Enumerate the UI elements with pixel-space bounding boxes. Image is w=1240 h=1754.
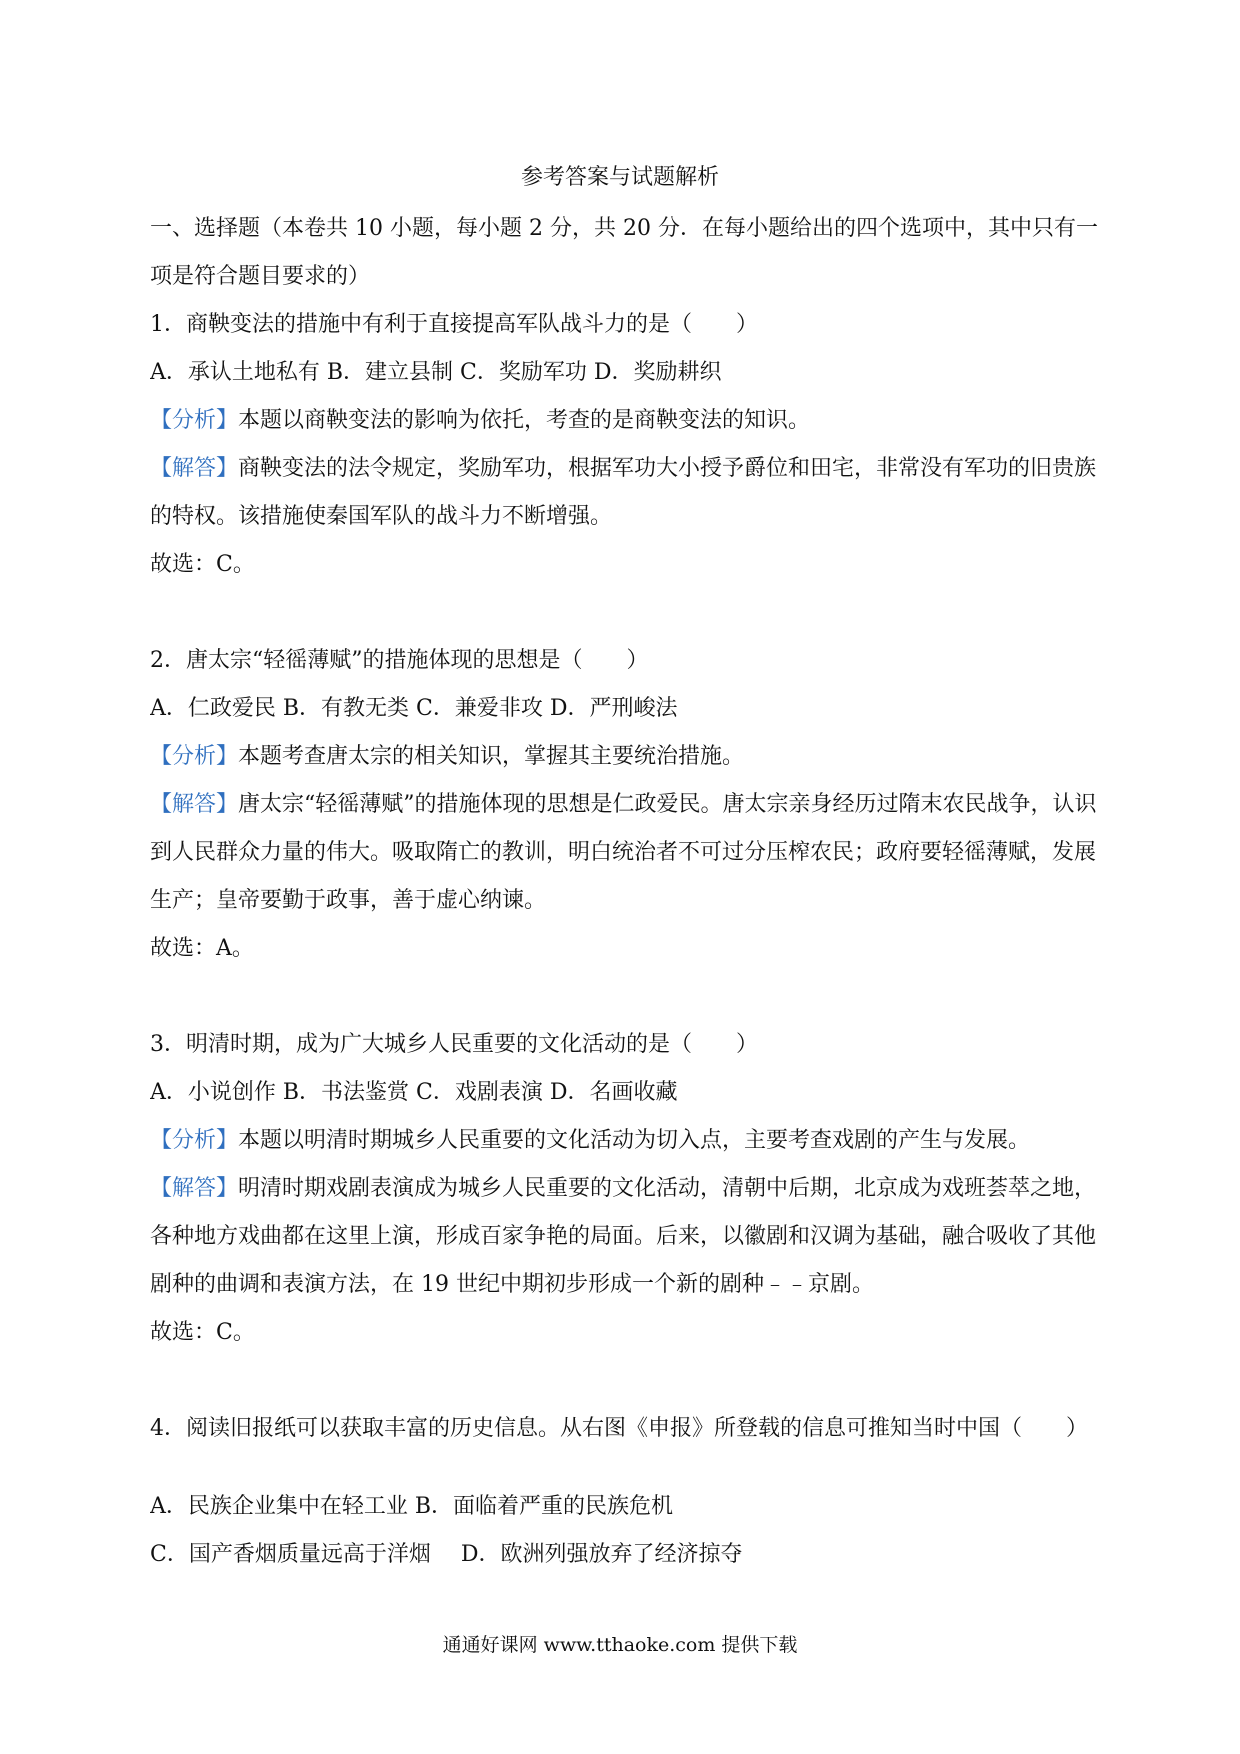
analysis-row: [150, 397, 1100, 445]
answer-choice: 故选：A。: [150, 936, 254, 961]
answer-row: [150, 781, 1100, 925]
question-4: [150, 1405, 1100, 1579]
page-title: 参考答案与试题解析: [520, 165, 719, 190]
question-2: [150, 637, 1100, 973]
question-stem: 3．明清时期，成为广大城乡人民重要的文化活动的是（ ）: [150, 1032, 758, 1057]
question-options: A．小说创作 B．书法鉴赏 C．戏剧表演 D．名画收藏: [150, 1080, 678, 1105]
option-d: D．欧洲列强放弃了经济掠夺: [460, 1542, 743, 1567]
answer-tag: 【解答】: [150, 456, 239, 481]
analysis-row: [150, 1117, 1100, 1165]
answer-tag: 【解答】: [150, 792, 239, 817]
question-3: [150, 1021, 1100, 1357]
answer-row: [150, 445, 1100, 541]
answer-text: 商鞅变法的法令规定，奖励军功，根据军功大小授予爵位和田宅，非常没有军功的旧贵族的特权。该措施使秦国军队的战斗力不断增强。: [150, 456, 1097, 529]
analysis-tag: 【分析】: [150, 408, 239, 433]
answer-row: [150, 1165, 1100, 1309]
answer-choice: 故选：C。: [150, 552, 255, 577]
document-body: [150, 205, 1100, 1579]
answer-choice: 故选：C。: [150, 1320, 255, 1345]
question-options-line-1: A．民族企业集中在轻工业 B．面临着严重的民族危机: [150, 1494, 674, 1519]
answer-tag: 【解答】: [150, 1176, 239, 1201]
question-1: [150, 301, 1100, 589]
section-header: 一、选择题（本卷共 10 小题，每小题 2 分，共 20 分．在每小题给出的四个选项中，其中只有一项是符合题目要求的）: [150, 216, 1098, 289]
question-stem: 4．阅读旧报纸可以获取丰富的历史信息。从右图《申报》所登载的信息可推知当时中国（ ）: [150, 1416, 1089, 1441]
analysis-row: [150, 733, 1100, 781]
question-stem: 2．唐太宗“轻徭薄赋”的措施体现的思想是（ ）: [150, 648, 649, 673]
option-c: C．国产香烟质量远高于洋烟: [150, 1542, 431, 1567]
analysis-tag: 【分析】: [150, 744, 239, 769]
question-options-line-2: [150, 1531, 1100, 1579]
answer-text: 唐太宗“轻徭薄赋”的措施体现的思想是仁政爱民。唐太宗亲身经历过隋末农民战争，认识到人民群众力量的伟大。吸取隋亡的教训，明白统治者不可过分压榨农民；政府要轻徭薄赋，发展生产；皇帝要勤于政事，善于虚心纳谏。: [150, 792, 1097, 913]
analysis-text: 本题以明清时期城乡人民重要的文化活动为切入点，主要考查戏剧的产生与发展。: [238, 1128, 1031, 1153]
analysis-tag: 【分析】: [150, 1128, 239, 1153]
question-options: A．仁政爱民 B．有教无类 C．兼爱非攻 D．严刑峻法: [150, 696, 678, 721]
question-stem: 1．商鞅变法的措施中有利于直接提高军队战斗力的是（ ）: [150, 312, 758, 337]
page-footer: 通通好课网 www.tthaoke.com 提供下载: [442, 1634, 798, 1656]
answer-text: 明清时期戏剧表演成为城乡人民重要的文化活动，清朝中后期，北京成为戏班荟萃之地，各种地方戏曲都在这里上演，形成百家争艳的局面。后来，以徽剧和汉调为基础，融合吸收了其他剧种的曲调和表演方法，在 19 世纪中期初步形成一个新的剧种﹣﹣京剧。: [150, 1176, 1097, 1297]
analysis-text: 本题以商鞅变法的影响为依托，考查的是商鞅变法的知识。: [238, 408, 811, 433]
analysis-text: 本题考查唐太宗的相关知识，掌握其主要统治措施。: [238, 744, 745, 769]
question-options: A．承认土地私有 B．建立县制 C．奖励军功 D．奖励耕织: [150, 360, 722, 385]
